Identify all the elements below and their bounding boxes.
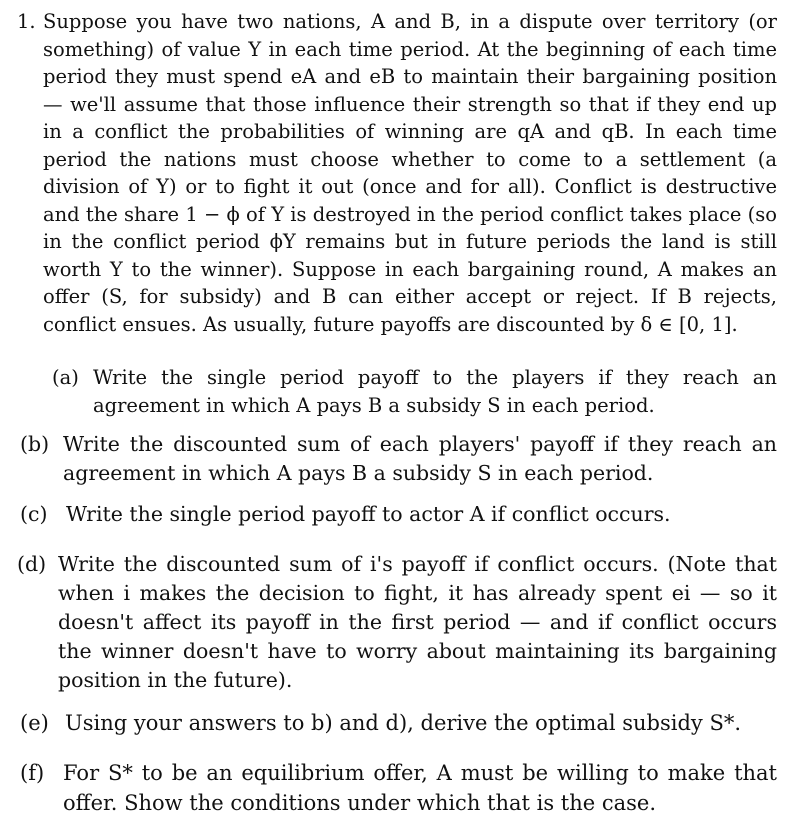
part-e <box>20 709 777 738</box>
part-b-label: (b) <box>20 432 50 456</box>
problem-number: 1. <box>17 10 36 33</box>
part-a-label: (a) <box>52 366 79 389</box>
part-c-text: Write the single period payoff to actor A if conflict occurs. <box>66 502 671 526</box>
part-b <box>20 430 777 488</box>
part-c-label: (c) <box>20 502 48 526</box>
part-d-text: Write the discounted sum of i's payoff if conflict occurs. (Note that when i makes the decision to fight, it has already spent ei — so it doesn't affect its payoff in the first period — and if conflict occurs the winner doesn't have to worry about maintaining its bargaining position in the future). <box>58 552 777 692</box>
problem-intro: Suppose you have two nations, A and B, in a dispute over territory (or something) of value Y in each time period. At the beginning of each time period they must spend eA and eB to maintain their bargaining position — we'll assume that those influence their strength so that if they end up in a conflict the probabilities of winning are qA and qB. In each time period the nations must choose whether to come to a settlement (a division of Y) or to fight it out (once and for all). Conflict is destructive and the share 1 − ϕ of Y is destroyed in the period conflict takes place (so in the conflict period ϕY remains but in future periods the land is still worth Y to the winner). Suppose in each bargaining round, A makes an offer (S, for subsidy) and B can either accept or reject. If B rejects, conflict ensues. As usually, future payoffs are discounted by δ ∈ [0, 1]. <box>43 10 777 336</box>
part-d <box>17 550 777 695</box>
part-f-label: (f) <box>20 761 45 785</box>
part-c <box>20 500 777 529</box>
part-b-text: Write the discounted sum of each players' payoff if they reach an agreement in which A pays B a subsidy S in each period. <box>63 432 777 485</box>
part-d-label: (d) <box>17 552 47 576</box>
part-e-label: (e) <box>20 711 49 735</box>
part-f-text: For S* to be an equilibrium offer, A must be willing to make that offer. Show the conditions under which that is the case. <box>63 761 777 815</box>
part-a <box>52 364 777 420</box>
part-e-text: Using your answers to b) and d), derive the optimal subsidy S*. <box>65 711 742 735</box>
problem-1 <box>17 8 777 338</box>
part-a-text: Write the single period payoff to the players if they reach an agreement in which A pays B a subsidy S in each period. <box>93 366 777 417</box>
part-f <box>20 758 777 818</box>
